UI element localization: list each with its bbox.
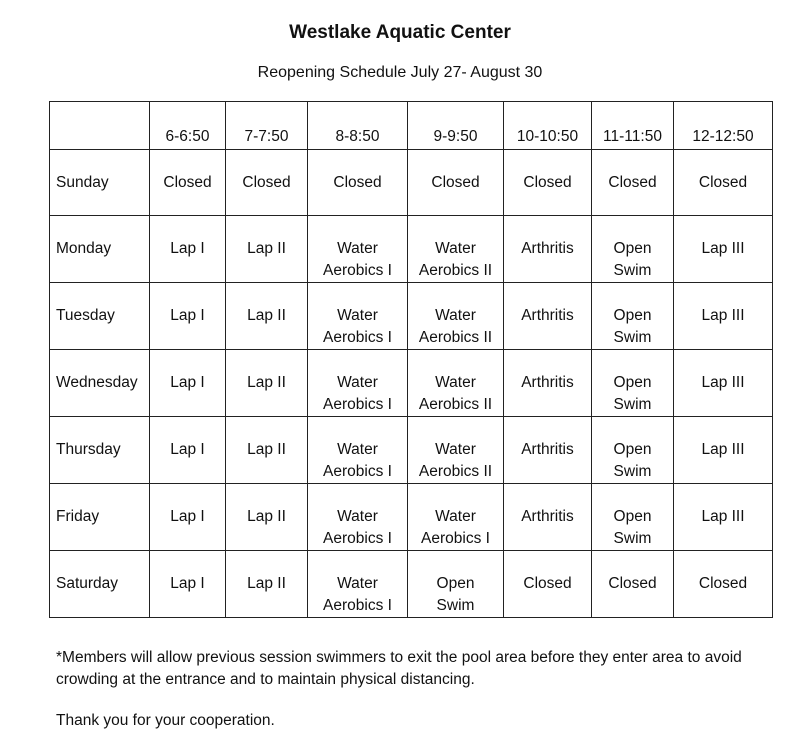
session-cell [226,417,308,484]
session-text: Closed [608,174,657,191]
session-cell [150,484,226,551]
day-label: Monday [50,216,150,283]
session-text: Lap II [247,441,286,458]
session-cell [504,216,592,283]
session-cell [592,350,674,417]
session-text: Lap III [701,240,745,257]
session-cell [408,551,504,618]
session-text: Lap III [701,374,745,391]
session-text: Open [613,508,652,525]
session-text: Lap I [170,374,205,391]
session-text: Arthritis [521,374,574,391]
session-text: Aerobics I [323,463,392,480]
session-cell [504,551,592,618]
session-text: Closed [523,174,572,191]
session-cell [592,417,674,484]
corner-cell [50,102,150,150]
session-cell [150,216,226,283]
session-cell [308,283,408,350]
schedule-row-tuesday [50,283,773,350]
footer-thanks: Thank you for your cooperation. [56,712,275,729]
session-cell [674,150,773,216]
session-cell [592,551,674,618]
session-cell [504,350,592,417]
session-text: Arthritis [521,307,574,324]
session-text: Aerobics II [418,463,493,480]
schedule-row-friday [50,484,773,551]
time-header: 12-12:50 [674,102,773,150]
session-text: Swim [613,329,652,346]
session-cell [504,150,592,216]
time-header: 7-7:50 [226,102,308,150]
session-text: Water [337,575,378,592]
session-cell [592,484,674,551]
session-text: Water [337,441,378,458]
session-text: Aerobics I [323,329,392,346]
session-cell [150,551,226,618]
session-cell [226,216,308,283]
session-cell [504,417,592,484]
footer-note: *Members will allow previous session swimmers to exit the pool area before they enter area to avoid crowding at the entrance and to maintain physical distancing. [56,649,742,688]
session-text: Lap III [701,441,745,458]
schedule-row-monday [50,216,773,283]
session-cell [674,484,773,551]
session-cell [226,283,308,350]
day-label: Friday [50,484,150,551]
session-text: Closed [242,174,291,191]
session-text: Arthritis [521,508,574,525]
session-text: Aerobics II [418,396,493,413]
session-text: Swim [613,262,652,279]
session-text: Swim [613,530,652,547]
session-text: Water [435,307,476,324]
session-text: Lap I [170,508,205,525]
session-cell [408,350,504,417]
session-text: Lap I [170,307,205,324]
session-cell [150,150,226,216]
session-cell [408,150,504,216]
session-text: Aerobics I [421,530,490,547]
session-cell [308,216,408,283]
session-text: Closed [698,174,748,191]
session-cell [308,484,408,551]
session-cell [504,484,592,551]
day-label: Wednesday [50,350,150,417]
session-text: Swim [613,463,652,480]
day-label: Tuesday [50,283,150,350]
session-text: Aerobics II [418,329,493,346]
schedule-row-wednesday [50,350,773,417]
header-row [50,102,773,150]
session-text: Lap II [247,374,286,391]
session-cell [308,551,408,618]
session-cell [674,350,773,417]
session-text: Aerobics II [418,262,493,279]
session-cell [408,417,504,484]
session-cell [226,551,308,618]
session-cell [504,283,592,350]
session-text: Arthritis [521,441,574,458]
session-text: Closed [608,575,657,592]
session-cell [592,283,674,350]
session-cell [226,150,308,216]
session-text: Aerobics I [323,396,392,413]
session-text: Aerobics I [323,597,392,614]
session-cell [408,484,504,551]
session-cell [408,283,504,350]
session-text: Open [613,441,652,458]
day-label: Thursday [50,417,150,484]
session-cell [408,216,504,283]
session-text: Water [435,374,476,391]
session-text: Water [435,508,476,525]
session-cell [308,150,408,216]
session-text: Lap II [247,575,286,592]
session-text: Water [337,307,378,324]
session-text: Closed [163,174,212,191]
session-text: Open [613,240,652,257]
session-text: Swim [613,396,652,413]
session-text: Closed [523,575,572,592]
session-cell [150,417,226,484]
session-text: Open [613,307,652,324]
session-cell [674,216,773,283]
session-cell [226,484,308,551]
time-header: 6-6:50 [150,102,226,150]
session-text: Lap II [247,240,286,257]
schedule-body [50,150,773,618]
time-header: 9-9:50 [408,102,504,150]
session-text: Lap II [247,307,286,324]
session-text: Water [435,240,476,257]
session-cell [308,417,408,484]
day-label: Sunday [50,150,150,216]
day-label: Saturday [50,551,150,618]
session-text: Swim [436,597,475,614]
schedule-row-sunday [50,150,773,216]
session-cell [226,350,308,417]
session-cell [674,283,773,350]
session-text: Open [436,575,475,592]
time-header: 8-8:50 [308,102,408,150]
session-text: Lap I [170,575,205,592]
session-cell [592,150,674,216]
session-cell [308,350,408,417]
session-text: Arthritis [521,240,574,257]
session-cell [592,216,674,283]
session-text: Water [435,441,476,458]
session-cell [150,283,226,350]
session-cell [150,350,226,417]
session-text: Closed [333,174,382,191]
session-text: Water [337,374,378,391]
session-text: Lap I [170,240,205,257]
session-text: Aerobics I [323,530,392,547]
schedule-row-saturday [50,551,773,618]
session-text: Open [613,374,652,391]
session-text: Water [337,240,378,257]
session-text: Aerobics I [323,262,392,279]
session-text: Closed [698,575,748,592]
session-text: Lap II [247,508,286,525]
page-subtitle: Reopening Schedule July 27- August 30 [257,64,543,81]
session-text: Lap I [170,441,205,458]
time-header: 10-10:50 [504,102,592,150]
session-cell [674,417,773,484]
session-text: Closed [431,174,480,191]
page-title: Westlake Aquatic Center [289,22,511,43]
session-text: Lap III [701,307,745,324]
time-header: 11-11:50 [592,102,674,150]
session-text: Water [337,508,378,525]
schedule-table [49,101,773,618]
schedule-row-thursday [50,417,773,484]
session-cell [674,551,773,618]
session-text: Lap III [701,508,745,525]
